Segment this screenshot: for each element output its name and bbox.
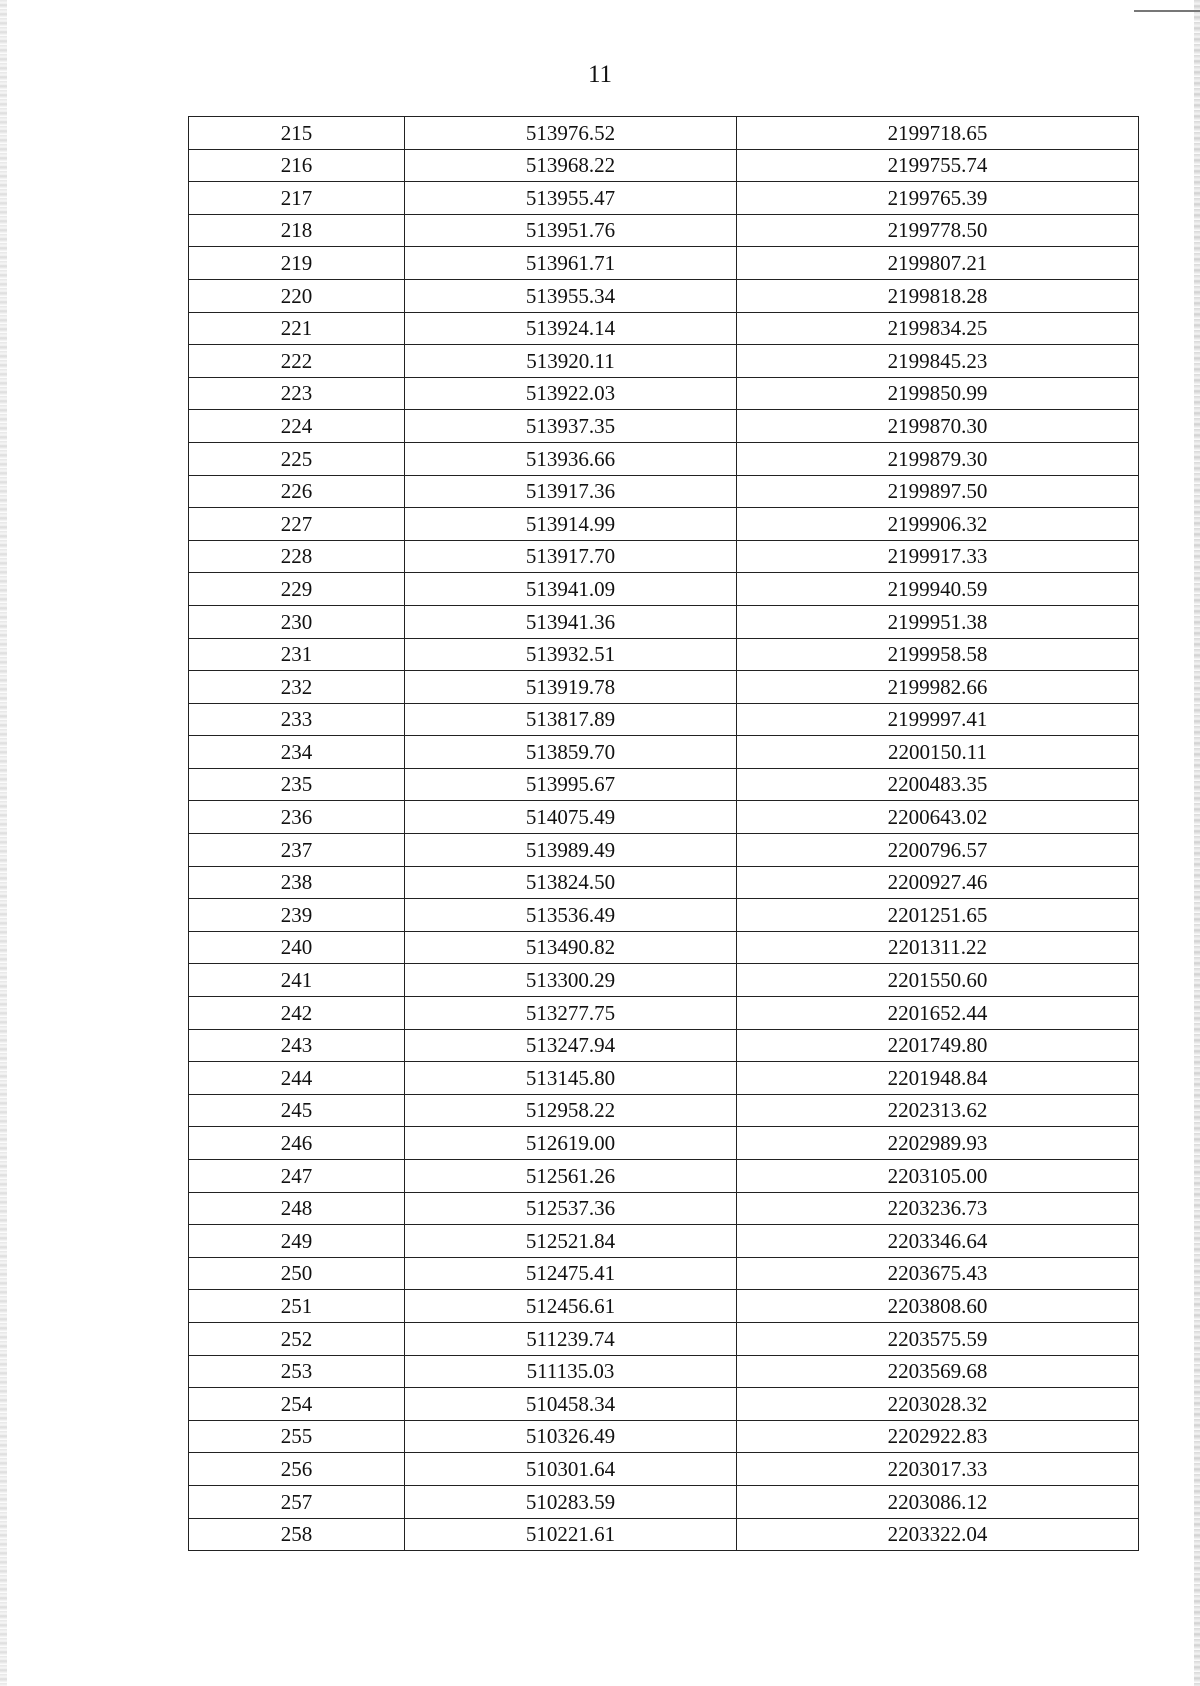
- y-coordinate-cell: 2199982.66: [737, 671, 1139, 704]
- point-number-cell: 229: [189, 573, 405, 606]
- y-coordinate-cell: 2203086.12: [737, 1485, 1139, 1518]
- y-coordinate-cell: 2201948.84: [737, 1062, 1139, 1095]
- table-row: [189, 1355, 1139, 1388]
- y-coordinate-cell: 2203236.73: [737, 1192, 1139, 1225]
- table-row: [189, 508, 1139, 541]
- x-coordinate-cell: 513277.75: [405, 997, 737, 1030]
- point-number-cell: 241: [189, 964, 405, 997]
- table-row: [189, 1518, 1139, 1551]
- y-coordinate-cell: 2199765.39: [737, 182, 1139, 215]
- table-row: [189, 312, 1139, 345]
- point-number-cell: 256: [189, 1453, 405, 1486]
- y-coordinate-cell: 2201550.60: [737, 964, 1139, 997]
- page-number: 11: [587, 61, 613, 88]
- x-coordinate-cell: 512958.22: [405, 1094, 737, 1127]
- x-coordinate-cell: 513859.70: [405, 736, 737, 769]
- table-row: [189, 1160, 1139, 1193]
- table-row: [189, 736, 1139, 769]
- table-row: [189, 345, 1139, 378]
- point-number-cell: 257: [189, 1485, 405, 1518]
- table-row: [189, 1127, 1139, 1160]
- y-coordinate-cell: 2199778.50: [737, 214, 1139, 247]
- y-coordinate-cell: 2199845.23: [737, 345, 1139, 378]
- x-coordinate-cell: 513995.67: [405, 768, 737, 801]
- y-coordinate-cell: 2200927.46: [737, 866, 1139, 899]
- x-coordinate-cell: 513951.76: [405, 214, 737, 247]
- point-number-cell: 253: [189, 1355, 405, 1388]
- table-row: [189, 1290, 1139, 1323]
- point-number-cell: 230: [189, 605, 405, 638]
- point-number-cell: 223: [189, 377, 405, 410]
- point-number-cell: 238: [189, 866, 405, 899]
- y-coordinate-cell: 2201251.65: [737, 899, 1139, 932]
- point-number-cell: 232: [189, 671, 405, 704]
- x-coordinate-cell: 513932.51: [405, 638, 737, 671]
- y-coordinate-cell: 2199917.33: [737, 540, 1139, 573]
- x-coordinate-cell: 513917.36: [405, 475, 737, 508]
- x-coordinate-cell: 512521.84: [405, 1225, 737, 1258]
- point-number-cell: 252: [189, 1322, 405, 1355]
- x-coordinate-cell: 510326.49: [405, 1420, 737, 1453]
- y-coordinate-cell: 2199997.41: [737, 703, 1139, 736]
- x-coordinate-cell: 513937.35: [405, 410, 737, 443]
- table-row: [189, 899, 1139, 932]
- table-row: [189, 1029, 1139, 1062]
- x-coordinate-cell: 513824.50: [405, 866, 737, 899]
- y-coordinate-cell: 2203105.00: [737, 1160, 1139, 1193]
- y-coordinate-cell: 2201311.22: [737, 931, 1139, 964]
- x-coordinate-cell: 513941.36: [405, 605, 737, 638]
- point-number-cell: 222: [189, 345, 405, 378]
- point-number-cell: 245: [189, 1094, 405, 1127]
- coordinate-table: [188, 116, 1139, 1551]
- point-number-cell: 216: [189, 149, 405, 182]
- table-row: [189, 964, 1139, 997]
- y-coordinate-cell: 2199718.65: [737, 117, 1139, 150]
- x-coordinate-cell: 510283.59: [405, 1485, 737, 1518]
- table-row: [189, 279, 1139, 312]
- table-row: [189, 247, 1139, 280]
- x-coordinate-cell: 513145.80: [405, 1062, 737, 1095]
- table-row: [189, 866, 1139, 899]
- y-coordinate-cell: 2203808.60: [737, 1290, 1139, 1323]
- table-row: [189, 1225, 1139, 1258]
- y-coordinate-cell: 2203322.04: [737, 1518, 1139, 1551]
- point-number-cell: 247: [189, 1160, 405, 1193]
- x-coordinate-cell: 513924.14: [405, 312, 737, 345]
- point-number-cell: 221: [189, 312, 405, 345]
- table-row: [189, 671, 1139, 704]
- table-row: [189, 801, 1139, 834]
- table-row: [189, 573, 1139, 606]
- table-row: [189, 703, 1139, 736]
- point-number-cell: 225: [189, 442, 405, 475]
- point-number-cell: 231: [189, 638, 405, 671]
- y-coordinate-cell: 2200643.02: [737, 801, 1139, 834]
- table-row: [189, 149, 1139, 182]
- point-number-cell: 239: [189, 899, 405, 932]
- table-row: [189, 997, 1139, 1030]
- y-coordinate-cell: 2200796.57: [737, 834, 1139, 867]
- table-row: [189, 117, 1139, 150]
- coordinate-table-body: [189, 117, 1139, 1551]
- table-row: [189, 442, 1139, 475]
- table-row: [189, 1062, 1139, 1095]
- x-coordinate-cell: 513914.99: [405, 508, 737, 541]
- point-number-cell: 249: [189, 1225, 405, 1258]
- y-coordinate-cell: 2199879.30: [737, 442, 1139, 475]
- x-coordinate-cell: 513919.78: [405, 671, 737, 704]
- x-coordinate-cell: 514075.49: [405, 801, 737, 834]
- y-coordinate-cell: 2199906.32: [737, 508, 1139, 541]
- point-number-cell: 246: [189, 1127, 405, 1160]
- x-coordinate-cell: 513936.66: [405, 442, 737, 475]
- y-coordinate-cell: 2199850.99: [737, 377, 1139, 410]
- x-coordinate-cell: 513941.09: [405, 573, 737, 606]
- point-number-cell: 218: [189, 214, 405, 247]
- table-row: [189, 1420, 1139, 1453]
- x-coordinate-cell: 513247.94: [405, 1029, 737, 1062]
- table-row: [189, 1192, 1139, 1225]
- table-row: [189, 377, 1139, 410]
- y-coordinate-cell: 2203569.68: [737, 1355, 1139, 1388]
- table-row: [189, 182, 1139, 215]
- y-coordinate-cell: 2202922.83: [737, 1420, 1139, 1453]
- x-coordinate-cell: 513920.11: [405, 345, 737, 378]
- x-coordinate-cell: 513955.47: [405, 182, 737, 215]
- table-row: [189, 1094, 1139, 1127]
- y-coordinate-cell: 2199951.38: [737, 605, 1139, 638]
- x-coordinate-cell: 513968.22: [405, 149, 737, 182]
- x-coordinate-cell: 511239.74: [405, 1322, 737, 1355]
- table-row: [189, 931, 1139, 964]
- point-number-cell: 244: [189, 1062, 405, 1095]
- y-coordinate-cell: 2201652.44: [737, 997, 1139, 1030]
- point-number-cell: 242: [189, 997, 405, 1030]
- y-coordinate-cell: 2199834.25: [737, 312, 1139, 345]
- table-row: [189, 1485, 1139, 1518]
- point-number-cell: 237: [189, 834, 405, 867]
- x-coordinate-cell: 511135.03: [405, 1355, 737, 1388]
- table-row: [189, 1388, 1139, 1421]
- x-coordinate-cell: 513989.49: [405, 834, 737, 867]
- y-coordinate-cell: 2199818.28: [737, 279, 1139, 312]
- y-coordinate-cell: 2199958.58: [737, 638, 1139, 671]
- point-number-cell: 220: [189, 279, 405, 312]
- x-coordinate-cell: 513961.71: [405, 247, 737, 280]
- y-coordinate-cell: 2203575.59: [737, 1322, 1139, 1355]
- x-coordinate-cell: 513300.29: [405, 964, 737, 997]
- table-row: [189, 540, 1139, 573]
- scan-edge-right: [1194, 0, 1200, 1686]
- point-number-cell: 224: [189, 410, 405, 443]
- x-coordinate-cell: 513490.82: [405, 931, 737, 964]
- y-coordinate-cell: 2199807.21: [737, 247, 1139, 280]
- table-row: [189, 1322, 1139, 1355]
- x-coordinate-cell: 512619.00: [405, 1127, 737, 1160]
- point-number-cell: 226: [189, 475, 405, 508]
- point-number-cell: 243: [189, 1029, 405, 1062]
- y-coordinate-cell: 2199755.74: [737, 149, 1139, 182]
- point-number-cell: 234: [189, 736, 405, 769]
- point-number-cell: 235: [189, 768, 405, 801]
- point-number-cell: 240: [189, 931, 405, 964]
- x-coordinate-cell: 510221.61: [405, 1518, 737, 1551]
- point-number-cell: 248: [189, 1192, 405, 1225]
- y-coordinate-cell: 2203346.64: [737, 1225, 1139, 1258]
- table-row: [189, 1453, 1139, 1486]
- point-number-cell: 251: [189, 1290, 405, 1323]
- y-coordinate-cell: 2203675.43: [737, 1257, 1139, 1290]
- y-coordinate-cell: 2202313.62: [737, 1094, 1139, 1127]
- point-number-cell: 215: [189, 117, 405, 150]
- point-number-cell: 255: [189, 1420, 405, 1453]
- table-row: [189, 834, 1139, 867]
- x-coordinate-cell: 513917.70: [405, 540, 737, 573]
- point-number-cell: 254: [189, 1388, 405, 1421]
- y-coordinate-cell: 2199870.30: [737, 410, 1139, 443]
- x-coordinate-cell: 512537.36: [405, 1192, 737, 1225]
- y-coordinate-cell: 2199897.50: [737, 475, 1139, 508]
- y-coordinate-cell: 2201749.80: [737, 1029, 1139, 1062]
- point-number-cell: 233: [189, 703, 405, 736]
- scan-top-mark: [1134, 10, 1200, 12]
- table-row: [189, 638, 1139, 671]
- point-number-cell: 250: [189, 1257, 405, 1290]
- x-coordinate-cell: 513955.34: [405, 279, 737, 312]
- coordinate-table-container: [188, 116, 1138, 1551]
- y-coordinate-cell: 2200483.35: [737, 768, 1139, 801]
- scan-edge-left: [0, 0, 7, 1686]
- point-number-cell: 258: [189, 1518, 405, 1551]
- y-coordinate-cell: 2199940.59: [737, 573, 1139, 606]
- table-row: [189, 475, 1139, 508]
- x-coordinate-cell: 512475.41: [405, 1257, 737, 1290]
- x-coordinate-cell: 513976.52: [405, 117, 737, 150]
- x-coordinate-cell: 510301.64: [405, 1453, 737, 1486]
- x-coordinate-cell: 513922.03: [405, 377, 737, 410]
- x-coordinate-cell: 513817.89: [405, 703, 737, 736]
- point-number-cell: 219: [189, 247, 405, 280]
- point-number-cell: 228: [189, 540, 405, 573]
- y-coordinate-cell: 2200150.11: [737, 736, 1139, 769]
- x-coordinate-cell: 512456.61: [405, 1290, 737, 1323]
- point-number-cell: 227: [189, 508, 405, 541]
- table-row: [189, 1257, 1139, 1290]
- y-coordinate-cell: 2203028.32: [737, 1388, 1139, 1421]
- x-coordinate-cell: 513536.49: [405, 899, 737, 932]
- y-coordinate-cell: 2203017.33: [737, 1453, 1139, 1486]
- table-row: [189, 605, 1139, 638]
- y-coordinate-cell: 2202989.93: [737, 1127, 1139, 1160]
- point-number-cell: 236: [189, 801, 405, 834]
- table-row: [189, 214, 1139, 247]
- x-coordinate-cell: 512561.26: [405, 1160, 737, 1193]
- point-number-cell: 217: [189, 182, 405, 215]
- x-coordinate-cell: 510458.34: [405, 1388, 737, 1421]
- table-row: [189, 410, 1139, 443]
- table-row: [189, 768, 1139, 801]
